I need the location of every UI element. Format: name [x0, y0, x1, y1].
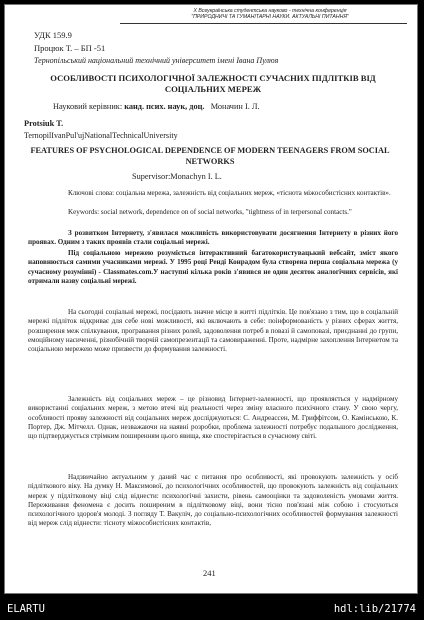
title-ukrainian: ОСОБЛИВОСТІ ПСИХОЛОГІЧНОЇ ЗАЛЕЖНОСТІ СУЧАСНИХ ПІДЛІТКІВ ВІД СОЦІАЛЬНИХ МЕРЕЖ [50, 73, 376, 94]
paragraph-3: На сьогодні соціальні мережі, посідають значне місце в житті підлітків. Це пов'язано з тим, що в соціальній мережі підліток відкриває для себе нові можливості, які включають в себе: поінформованість у різних сферах життя, розширення меж спілкування, програвання різних ролей, задоволення потреб в повазі й самоповазі, приєднанні до групи, емоційному насиченні, різнобічній творчій самопрезентації та самовираженні. Проте, надмірне захоплення Інтернетом та соціальною мережею може призвести до формування залежності. [28, 308, 398, 354]
conference-header [125, 8, 415, 20]
paragraph-2: Під соціальною мережею розуміється інтерактивний багатокористувацький вебсайт, зміст якого наповнюється самими учасниками мережі. У 1995 році Ренді Конрадом була створена перша соціальна мережа (у сучасному розумінні) - Classmates.com.У наступні кілька років з'явився не один десяток аналогічних сервісів, які отримали назву соціальні мережі. [28, 249, 398, 285]
footer-handle: hdl:lib/21774 [333, 603, 416, 615]
author-english: Protsiuk T. [24, 119, 64, 128]
conference-header-line-2: "ПРИРОДНИЧІ ТА ГУМАНІТАРНІ НАУКИ. АКТУАЛЬНІ ПИТАННЯ" [191, 14, 349, 21]
supervisor-name: Моначин І. Л. [210, 102, 260, 111]
paragraph-4: Залежність від соціальних мереж – це різновид Інтернет-залежності, що проявляється у надмірному використанні соціальних мереж, з метою втечі від реальності через зміну власного психічного стану. У свою чергу, особливості прояву залежності від соціальних мереж досліджуються: С. Андреассен, М. Гриффітсом, О. Камінською, К. Портер, Дж. Мітчелл. Однак, незважаючи на наявні розробки, проблема залежності потребує подальшого дослідження, що підтверджується стрімким поширенням цього явища, яке спостерігається в сучасному світі. [28, 395, 398, 441]
paragraph-5: Надзвичайно актуальним у даний час є питання про особливості, які провокують залежність у осіб підліткового віку. На думку Н. Максимової, до психологічних особливостей, що провокують залежність від соціальних мереж у підлітковому віці слід віднести: психологічні захисти, рівень самооцінки та задоволеність умовами життя. Переживання феномена є досить поширеним в підлітковому віці, вони тісно пов'язані між собою і стосуються психологічного здоров'я молоді. З погляду Т. Вакуліч, до соціально-психологічних особливостей формування залежності від мереж слід віднести: тісноту міжособистісних контактів, [28, 473, 398, 528]
repository-footer [0, 594, 424, 620]
keywords-uk-label: Ключові слова: [68, 189, 115, 197]
keywords-en-label: Keywords: [68, 208, 100, 216]
paragraph-1: З розвитком Інтернету, з'явилася можливість використовувати досягнення Інтернету в різних його проявах. Одним з таких проявів стали соціальні мережі. [28, 229, 398, 247]
authors-line: Процюк Т. – БП -51 [34, 43, 106, 53]
page-number: 241 [203, 568, 216, 578]
institution-uk: Тернопільський національний технічний університет імені Івана Пулюя [34, 56, 279, 65]
conference-header-line-1: X Всеукраїнська студентська науково - технічна конференція [193, 8, 347, 14]
keywords-uk-text: соціальна мережа, залежність від соціальних мереж, «тіснота міжособистісних контактів». [115, 189, 391, 197]
institution-english: TernopilIvanPul'ujNationalTechnicalUniversity [24, 131, 178, 140]
title-english: FEATURES OF PSYCHOLOGICAL DEPENDENCE OF MODERN TEENAGERS FROM SOCIAL NETWORKS [30, 146, 390, 166]
document-page [4, 4, 418, 594]
keywords-en-text: social network, dependence on of social networks, "tightness of in terpersonal contacts." [100, 208, 352, 216]
supervisor-ukrainian [53, 102, 260, 111]
keywords-ukrainian [28, 189, 398, 198]
udc-code: УДК 159.9 [34, 30, 72, 40]
footer-left-label: ELARTU [7, 603, 45, 615]
keywords-english [28, 208, 398, 217]
supervisor-english: Supervisor:Monachyn I. L. [132, 172, 222, 181]
supervisor-degree: канд. псих. наук, доц. [124, 102, 205, 111]
supervisor-prefix: Науковий керівник: [53, 102, 125, 111]
header-divider [120, 23, 407, 24]
